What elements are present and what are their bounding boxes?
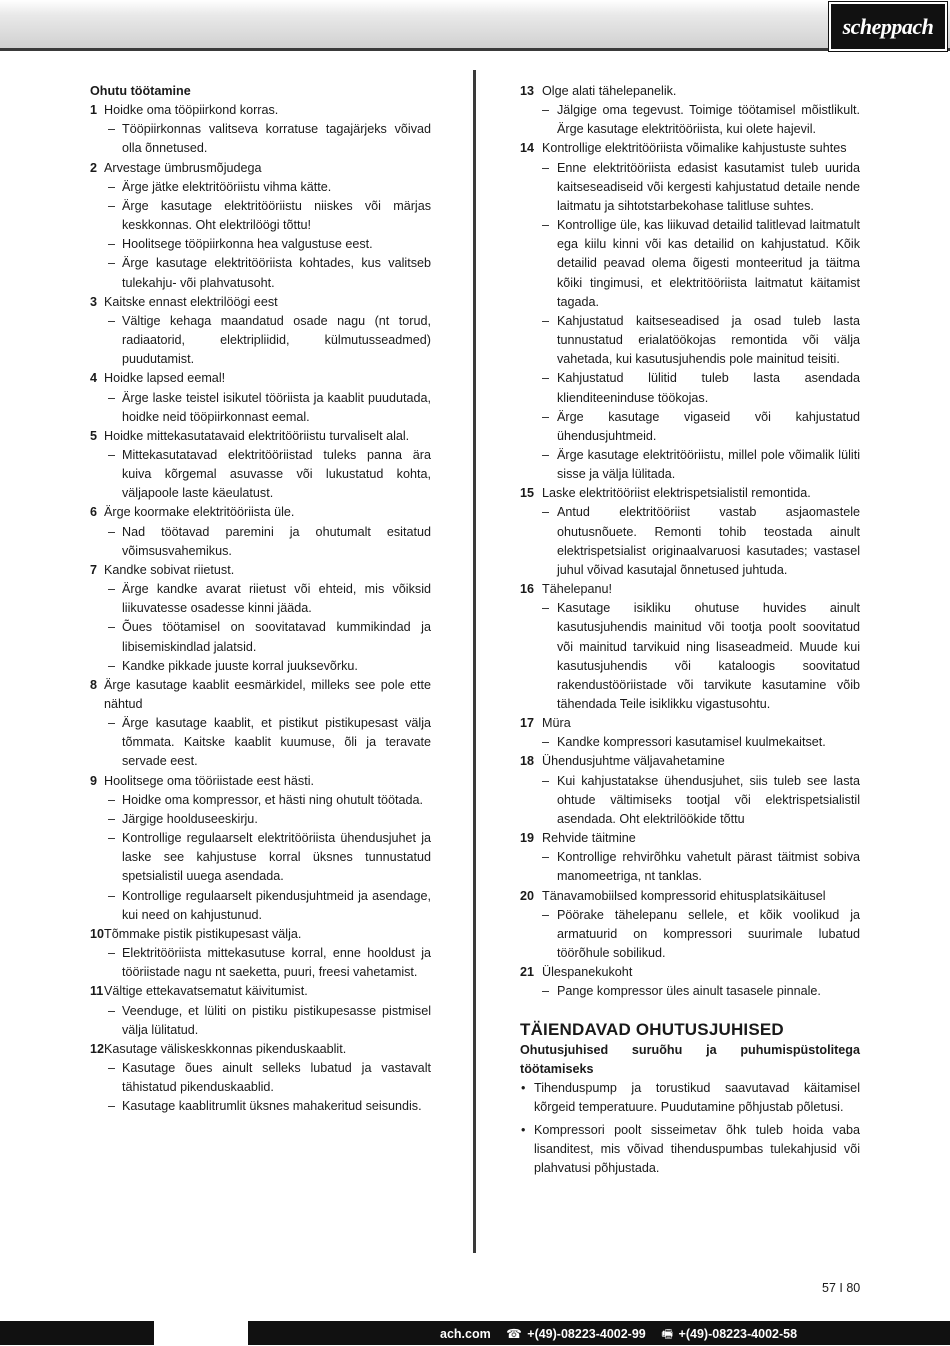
dash-marker: – [108, 582, 116, 597]
item-text: Tõmmake pistik pistikupesast välja. [104, 926, 302, 941]
dash-marker: – [108, 1060, 116, 1075]
sub-item-text: Kui kahjustatakse ühendusjuhet, siis tuleb see lasta ohtude vältimiseks tootjal või elektrispetsialistil asendada. Oht elektrilöökide tõttu [557, 773, 860, 826]
dash-marker: – [108, 811, 116, 826]
sub-item-text: Nad töötavad paremini ja ohutumalt esitatud võimsusvahemikus. [122, 524, 431, 558]
list-item [520, 829, 860, 848]
item-number: 9 [90, 773, 98, 788]
sub-item [520, 216, 860, 312]
dash-marker: – [108, 256, 116, 271]
bullet-marker: • [521, 1123, 526, 1138]
item-text: Hoidke oma tööpiirkond korras. [104, 103, 279, 118]
dash-marker: – [108, 620, 116, 635]
sub-item-text: Õues töötamisel on soovitatavad kummikindad ja libisemiskindlad jalatsid. [122, 620, 431, 654]
sub-item [90, 523, 431, 561]
dash-marker: – [542, 447, 550, 462]
sub-item [90, 1002, 431, 1040]
item-text: Kandke sobivat riietust. [104, 562, 235, 577]
sub-item [90, 714, 431, 771]
additional-safety-heading: TÄIENDAVAD OHUTUSJUHISED [520, 1019, 784, 1039]
list-item [520, 139, 860, 158]
sub-item-text: Ärge kandke avarat riietust või ehteid, mis võiksid liikuvatesse osadesse kinni jääda. [122, 582, 431, 616]
item-text: Kontrollige elektritööriista võimalike kahjustuste suhtes [542, 141, 847, 156]
footer-fax: +(49)-08223-4002-58 [678, 1327, 798, 1341]
list-item [520, 484, 860, 503]
list-item [90, 293, 431, 312]
sub-item-text: Ärge kasutage elektritööriista kohtades, kus valitseb tulekahju- või plahvatusoht. [122, 256, 431, 290]
item-text: Ülespanekukoht [542, 965, 633, 980]
dash-marker: – [108, 237, 116, 252]
sub-item-text: Ärge kasutage vigaseid või kahjustatud ühendusjuhtmeid. [557, 409, 860, 443]
right-list [520, 82, 860, 1002]
item-text: Laske elektritööriist elektrispetsialistil remontida. [542, 486, 811, 501]
page-number: 57 I 80 [822, 1281, 861, 1295]
sub-item [90, 1059, 431, 1097]
sub-item [520, 446, 860, 484]
item-number: 4 [90, 371, 98, 386]
sub-item-text: Hoidke oma kompressor, et hästi ning ohutult töötada. [122, 792, 424, 807]
right-column [520, 82, 860, 1179]
safety-subheading-line1: Ohutusjuhised suruõhu ja puhumispüstolitega [520, 1042, 860, 1057]
sub-item [520, 848, 860, 886]
sub-item-text: Antud elektritööriist vastab asjaomastele ohutusnõuete. Remonti tohib teostada ainult elektrispetsialist originaalvaruosi kasutades; vastasel juhul võivad kasutajal õnnetused juhtuda. [557, 505, 860, 577]
footer-phone: +(49)-08223-4002-99 [527, 1327, 646, 1341]
dash-marker: – [108, 313, 116, 328]
item-text: Hoidke mittekasutatavaid elektritööriistu turvaliselt alal. [104, 428, 410, 443]
dash-marker: – [108, 524, 116, 539]
item-text: Kasutage väliskeskkonnas pikenduskaablit. [104, 1041, 347, 1056]
list-item [90, 676, 431, 714]
sub-item-text: Pange kompressor üles ainult tasasele pinnale. [557, 984, 821, 999]
footer-gap [154, 1321, 248, 1345]
sub-item-text: Kontrollige regulaarselt elektritööriista ühendusjuhet ja laske see kahjustuse korral üksnes tunnustatud spetsialistil uuega asendada. [122, 831, 431, 884]
sub-item-text: Mittekasutatavad elektritööriistad tuleks panna ära kuiva kõrgemal asuvasse või lukustatud kohta, väljapoole laste käeulatust. [122, 447, 431, 501]
column-divider [473, 70, 476, 1253]
bullet-item [520, 1121, 860, 1178]
sub-item [520, 101, 860, 139]
dash-marker: – [542, 505, 550, 520]
sub-item [520, 312, 860, 369]
dash-marker: – [108, 888, 116, 903]
item-number: 7 [90, 562, 98, 577]
dash-marker: – [108, 122, 116, 137]
header-rule [0, 48, 950, 51]
dash-marker: – [108, 658, 116, 673]
sub-item [520, 906, 860, 963]
list-item [90, 101, 431, 120]
dash-marker: – [542, 103, 550, 118]
left-list [90, 101, 431, 1116]
list-item [90, 1040, 431, 1059]
sub-item [90, 1097, 431, 1116]
sub-item-text: Kasutage isikliku ohutuse huvides ainult kasutusjuhendis mainitud või tootja poolt soovitatud või mainitud tarvikuid ning lisaseadmeid. Muude kui kasutusjuhendis või kataloogis soovitatud rakendustööriistade või tarvikute kasutamine võib tähendada Teile isiklikku vigastusohtu. [557, 601, 860, 711]
sub-item-text: Vältige kehaga maandatud osade nagu (nt torud, radiaatorid, elektripliidid, külmutusseadmed) puudutamist. [122, 313, 431, 367]
header-band [0, 0, 950, 50]
sub-item [90, 887, 431, 925]
sub-item [90, 235, 431, 254]
list-item [520, 963, 860, 982]
item-number: 11 [90, 984, 104, 999]
dash-marker: – [108, 1003, 116, 1018]
sub-item-text: Kontrollige regulaarselt pikendusjuhtmeid ja asendage, kui need on kahjustunud. [122, 888, 431, 922]
dash-marker: – [542, 735, 550, 750]
item-number: 17 [520, 716, 535, 731]
sub-item-text: Kandke pikkade juuste korral juuksevõrku. [122, 658, 358, 673]
item-number: 1 [90, 103, 98, 118]
sub-item-text: Elektritööriista mittekasutuse korral, enne hooldust ja tööriistade nagu nt saeketta, puuri, freesi vahetamist. [122, 946, 431, 980]
dash-marker: – [542, 409, 550, 424]
dash-marker: – [542, 218, 550, 233]
list-item [520, 580, 860, 599]
dash-marker: – [542, 773, 550, 788]
list-item [520, 82, 860, 101]
sub-item [90, 580, 431, 618]
dash-marker: – [108, 792, 116, 807]
sub-item [90, 312, 431, 369]
sub-item-text: Kahjustatud lülitid tuleb lasta asendada klienditeeninduse töökojas. [557, 371, 860, 405]
sub-item [90, 254, 431, 292]
item-text: Arvestage ümbrusmõjudega [104, 160, 262, 175]
item-text: Kaitske ennast elektrilöögi eest [104, 294, 278, 309]
sub-item-text: Veenduge, et lüliti on pistiku pistikupesasse pistmisel välja lülitatud. [122, 1003, 431, 1037]
sub-item-text: Ärge kasutage elektritööriistu, millel pole võimalik lüliti sisse ja välja lülitada. [557, 447, 860, 482]
section-title: Ohutu töötamine [90, 84, 191, 98]
item-text: Tähelepanu! [542, 582, 613, 597]
list-item [90, 159, 431, 178]
item-number: 21 [520, 965, 535, 980]
dash-marker: – [108, 447, 116, 462]
item-text: Olge alati tähelepanelik. [542, 84, 677, 98]
item-text: Ärge koormake elektritööriista üle. [104, 505, 295, 520]
sub-item [520, 408, 860, 446]
item-number: 3 [90, 294, 98, 309]
bullet-item [520, 1079, 860, 1117]
item-number: 10 [90, 926, 105, 941]
item-text: Hoidke lapsed eemal! [104, 371, 226, 386]
item-number: 5 [90, 428, 98, 443]
item-number: 15 [520, 486, 535, 501]
sub-item-text: Tööpiirkonnas valitseva korratuse tagajärjeks võivad olla õnnetused. [122, 122, 431, 156]
sub-item [90, 829, 431, 886]
sub-item-text: Kontrollige üle, kas liikuvad detailid talitlevad laitmatult ega kiilu kinni või kas detailid on kahjustatud. Kõik detailid peavad olema õigesti monteeritud ja täitma kõiki tingimusi, et elektritööriista laitmatut käitamist tagada. [557, 218, 860, 309]
sub-item [90, 810, 431, 829]
sub-item-text: Ärge kasutage kaablit, et pistikut pistikupesast välja tõmmata. Kaitske kaablit kuumuse, õli ja teravate servade eest. [122, 716, 431, 769]
safety-subheading-line2: töötamiseks [520, 1061, 594, 1076]
sub-item-text: Ärge jätke elektritööriistu vihma kätte. [122, 179, 332, 194]
sub-item [90, 389, 431, 427]
dash-marker: – [108, 198, 116, 213]
sub-item [90, 791, 431, 810]
dash-marker: – [542, 850, 550, 865]
item-text: Hoolitsege oma tööriistade eest hästi. [104, 773, 315, 788]
list-item [90, 369, 431, 388]
dash-marker: – [108, 390, 116, 405]
dash-marker: – [108, 179, 116, 194]
sub-item-text: Järgige hoolduseeskirju. [122, 811, 258, 826]
item-number: 18 [520, 754, 535, 769]
sub-item [520, 599, 860, 714]
left-column [90, 82, 431, 1116]
sub-item [90, 197, 431, 235]
sub-item-text: Kasutage kaablitrumlit üksnes mahakeritud seisundis. [122, 1099, 422, 1114]
dash-marker: – [542, 984, 550, 999]
dash-marker: – [108, 946, 116, 961]
list-item [90, 982, 431, 1001]
item-number: 20 [520, 888, 535, 903]
item-number: 12 [90, 1041, 105, 1056]
sub-item-text: Jälgige oma tegevust. Toimige töötamisel mõistlikult. Ärge kasutage elektritööriista, kui olete hajevil. [557, 103, 860, 137]
footer-contact [440, 1325, 797, 1346]
sub-item-text: Kontrollige rehvirõhku vahetult pärast täitmist sobiva manomeetriga, nt tanklas. [557, 850, 860, 884]
item-text: Rehvide täitmine [542, 831, 636, 846]
sub-item-text: Ärge laske teistel isikutel tööriista ja kaablit puudutada, hoidke neid tööpiirkonnast eemal. [122, 390, 431, 424]
dash-marker: – [108, 831, 116, 846]
sub-item [520, 733, 860, 752]
list-item [90, 925, 431, 944]
item-text: Tänavamobiilsed kompressorid ehitusplatsikäitusel [542, 888, 826, 903]
fax-icon: 🖷 [661, 1327, 674, 1341]
item-number: 2 [90, 160, 98, 175]
sub-item-text: Pöörake tähelepanu sellele, et kõik voolikud ja armatuurid on kompressori suurimale lubatud töörõhule sobilikud. [557, 907, 860, 961]
phone-icon: ☎ [506, 1327, 522, 1341]
sub-item-text: Kahjustatud kaitseseadised ja osad tuleb lasta tunnustatud erialatöökojas remontida või välja vahetada, kui kasutusjuhendis pole mainitud teisiti. [557, 313, 860, 367]
list-item [520, 752, 860, 771]
dash-marker: – [542, 601, 550, 616]
dash-marker: – [108, 1099, 116, 1114]
item-number: 8 [90, 677, 98, 692]
list-item [90, 503, 431, 522]
sub-item [520, 159, 860, 216]
item-number: 19 [520, 831, 535, 846]
sub-item-text: Kasutage õues ainult selleks lubatud ja vastavalt tähistatud pikenduskaablid. [122, 1060, 431, 1095]
dash-marker: – [542, 313, 550, 328]
sub-item [90, 446, 431, 503]
sub-item [90, 657, 431, 676]
item-text: Vältige ettekavatsematut käivitumist. [104, 984, 308, 999]
safety-bullets [520, 1079, 860, 1179]
sub-item-text: Ärge kasutage elektritööriistu niiskes või märjas keskkonnas. Oht elektrilöögi tõttu! [122, 198, 431, 233]
sub-item [520, 369, 860, 407]
sub-item [90, 178, 431, 197]
list-item [90, 427, 431, 446]
bullet-marker: • [521, 1080, 526, 1095]
dash-marker: – [108, 716, 116, 731]
sub-item [90, 120, 431, 158]
dash-marker: – [542, 371, 550, 386]
brand-logo [829, 2, 947, 51]
item-number: 16 [520, 582, 535, 597]
list-item [520, 887, 860, 906]
brand-logo-text: scheppach [842, 13, 934, 39]
item-text: Ühendusjuhtme väljavahetamine [542, 754, 725, 769]
sub-item-text: Enne elektritööriista edasist kasutamist tuleb uurida kaitseseadiseid või kergesti kahjustatud detaile nende laitmatu ja sihtotstarbekohase talitluse suhtes. [557, 160, 860, 213]
dash-marker: – [542, 907, 550, 922]
item-text: Ärge kasutage kaablit eesmärkidel, milleks see pole ette nähtud [104, 677, 431, 711]
list-item [90, 561, 431, 580]
dash-marker: – [542, 160, 550, 175]
sub-item [90, 944, 431, 982]
sub-item-text: Hoolitsege tööpiirkonna hea valgustuse eest. [122, 237, 373, 252]
sub-item-text: Kandke kompressori kasutamisel kuulmekaitset. [557, 735, 826, 750]
list-item [90, 772, 431, 791]
item-number: 13 [520, 84, 535, 98]
item-text: Müra [542, 716, 571, 731]
item-number: 6 [90, 505, 98, 520]
item-number: 14 [520, 141, 535, 156]
footer-website[interactable]: ach.com [440, 1327, 491, 1341]
sub-item [520, 772, 860, 829]
list-item [520, 714, 860, 733]
sub-item [520, 503, 860, 580]
sub-item [520, 982, 860, 1001]
bullet-text: Tihenduspump ja torustikud saavutavad käitamisel kõrgeid temperatuure. Puudutamine põhjustab põletusi. [534, 1080, 860, 1114]
bullet-text: Kompressori poolt sisseimetav õhk tuleb hoida vaba lisanditest, mis võivad tihenduspumbas tulekahjusid või plahvatusi põhjustada. [534, 1123, 860, 1176]
sub-item [90, 618, 431, 656]
